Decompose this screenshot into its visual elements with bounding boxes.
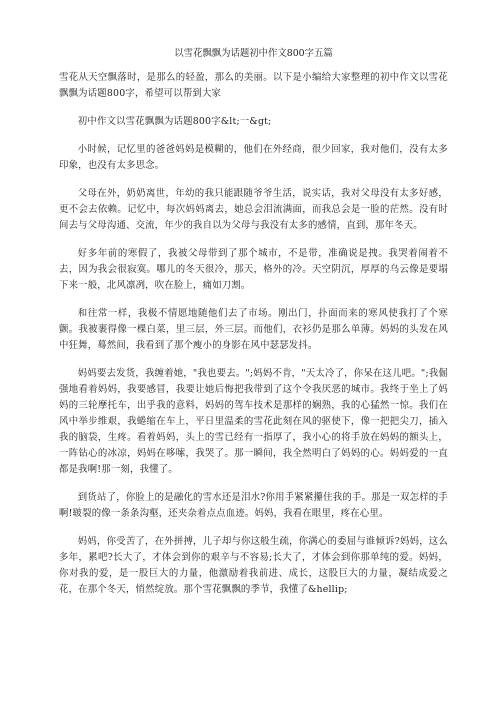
paragraph-7: 妈妈，你受苦了，在外拼搏，儿子却与你这般生疏，你满心的委屈与谁倾诉?妈妈，这么多年，累吧?长大了，才体会到你的艰辛与不容易;长大了，才体会到你那单纯的爱。妈妈，你对我的爱，是一股巨大的力量，他激励着我前进、成长，这股巨大的力量，凝结成爱之花，在那个冬天，悄然绽放。那个雪花飘飘的季节，我懂了&hellip;: [59, 536, 448, 595]
document-title: 以雪花飘飘为话题初中作文800字五篇: [174, 48, 333, 59]
paragraph-2: 父母在外，奶奶离世，年幼的我只能跟随爷爷生活，说实话，我对父母没有太多好感，更不会去依赖。记忆中，每次妈妈离去，她总会泪流满面，而我总会是一脸的茫然。没有时间去与父母沟通、交流，年少的我自以为父母与我没有太多的感情，直到，那年冬天。: [59, 188, 448, 231]
paragraph-6: 到货站了，你脸上的是融化的雪水还是泪水?你用手紧紧攥住我的手。那是一双怎样的手啊!皲裂的像一条条沟壑，还夹杂着点点血迹。妈妈，我看在眼里，疼在心里。: [59, 492, 448, 519]
paragraph-3: 好多年前的寒假了，我被父母带到了那个城市，不是带，准确说是拽。我哭着闹着不去，因为我会很寂寞。哪儿的冬天很冷，那天，格外的冷。天空阴沉，厚厚的乌云像是要塌下来一般，北风凛冽，吹在脸上，痛如刀割。: [59, 248, 448, 291]
paragraph-5: 妈妈要去发货，我缠着她，"我也要去。";妈妈不肯，"天太冷了，你呆在这儿吧。";我倔强地看着妈妈，我要感冒，我要让她后悔把我带到了这个令我厌恶的城市。我终于坐上了妈妈的三轮摩托车，出乎我的意料，妈妈的驾车技术是那样的娴熟，我的心猛然一惊。我们在风中举步维艰，我蜷缩在车上，平日里温柔的雪花此刻在风的驱使下，像一把把尖刀，插入我的脑袋，生疼。看着妈妈，头上的雪已经有一指厚了，我小心的将手放在妈妈的额头上，一阵钻心的冰凉，妈妈在哆嗦，我哭了。那一瞬间，我全然明白了妈妈的心。妈妈爱的一直都是我啊!那一刻，我懂了。: [59, 368, 448, 475]
paragraph-1: 小时候，记忆里的爸爸妈妈是模糊的，他们在外经商，很少回家，我对他们，没有太多印象，也没有太多思念。: [59, 144, 448, 171]
paragraph-4: 和往常一样，我极不情愿地随他们去了市场。刚出门，扑面而来的寒风使我打了个寒颤。我被裹得像一棵白菜，里三层，外三层。而他们，衣衫仍是那么单薄。妈妈的头发在风中狂舞，蓦然间，我看到了那个瘦小的身影在风中瑟瑟发抖。: [59, 308, 448, 351]
intro-paragraph: 雪花从天空飘落时，是那么的轻盈，那么的美丽。以下是小编给大家整理的初中作文以雪花飘飘为话题800字，希望可以帮到大家: [59, 72, 448, 99]
section-subtitle: 初中作文以雪花飘飘为话题800字&lt;一&gt;: [77, 116, 272, 127]
